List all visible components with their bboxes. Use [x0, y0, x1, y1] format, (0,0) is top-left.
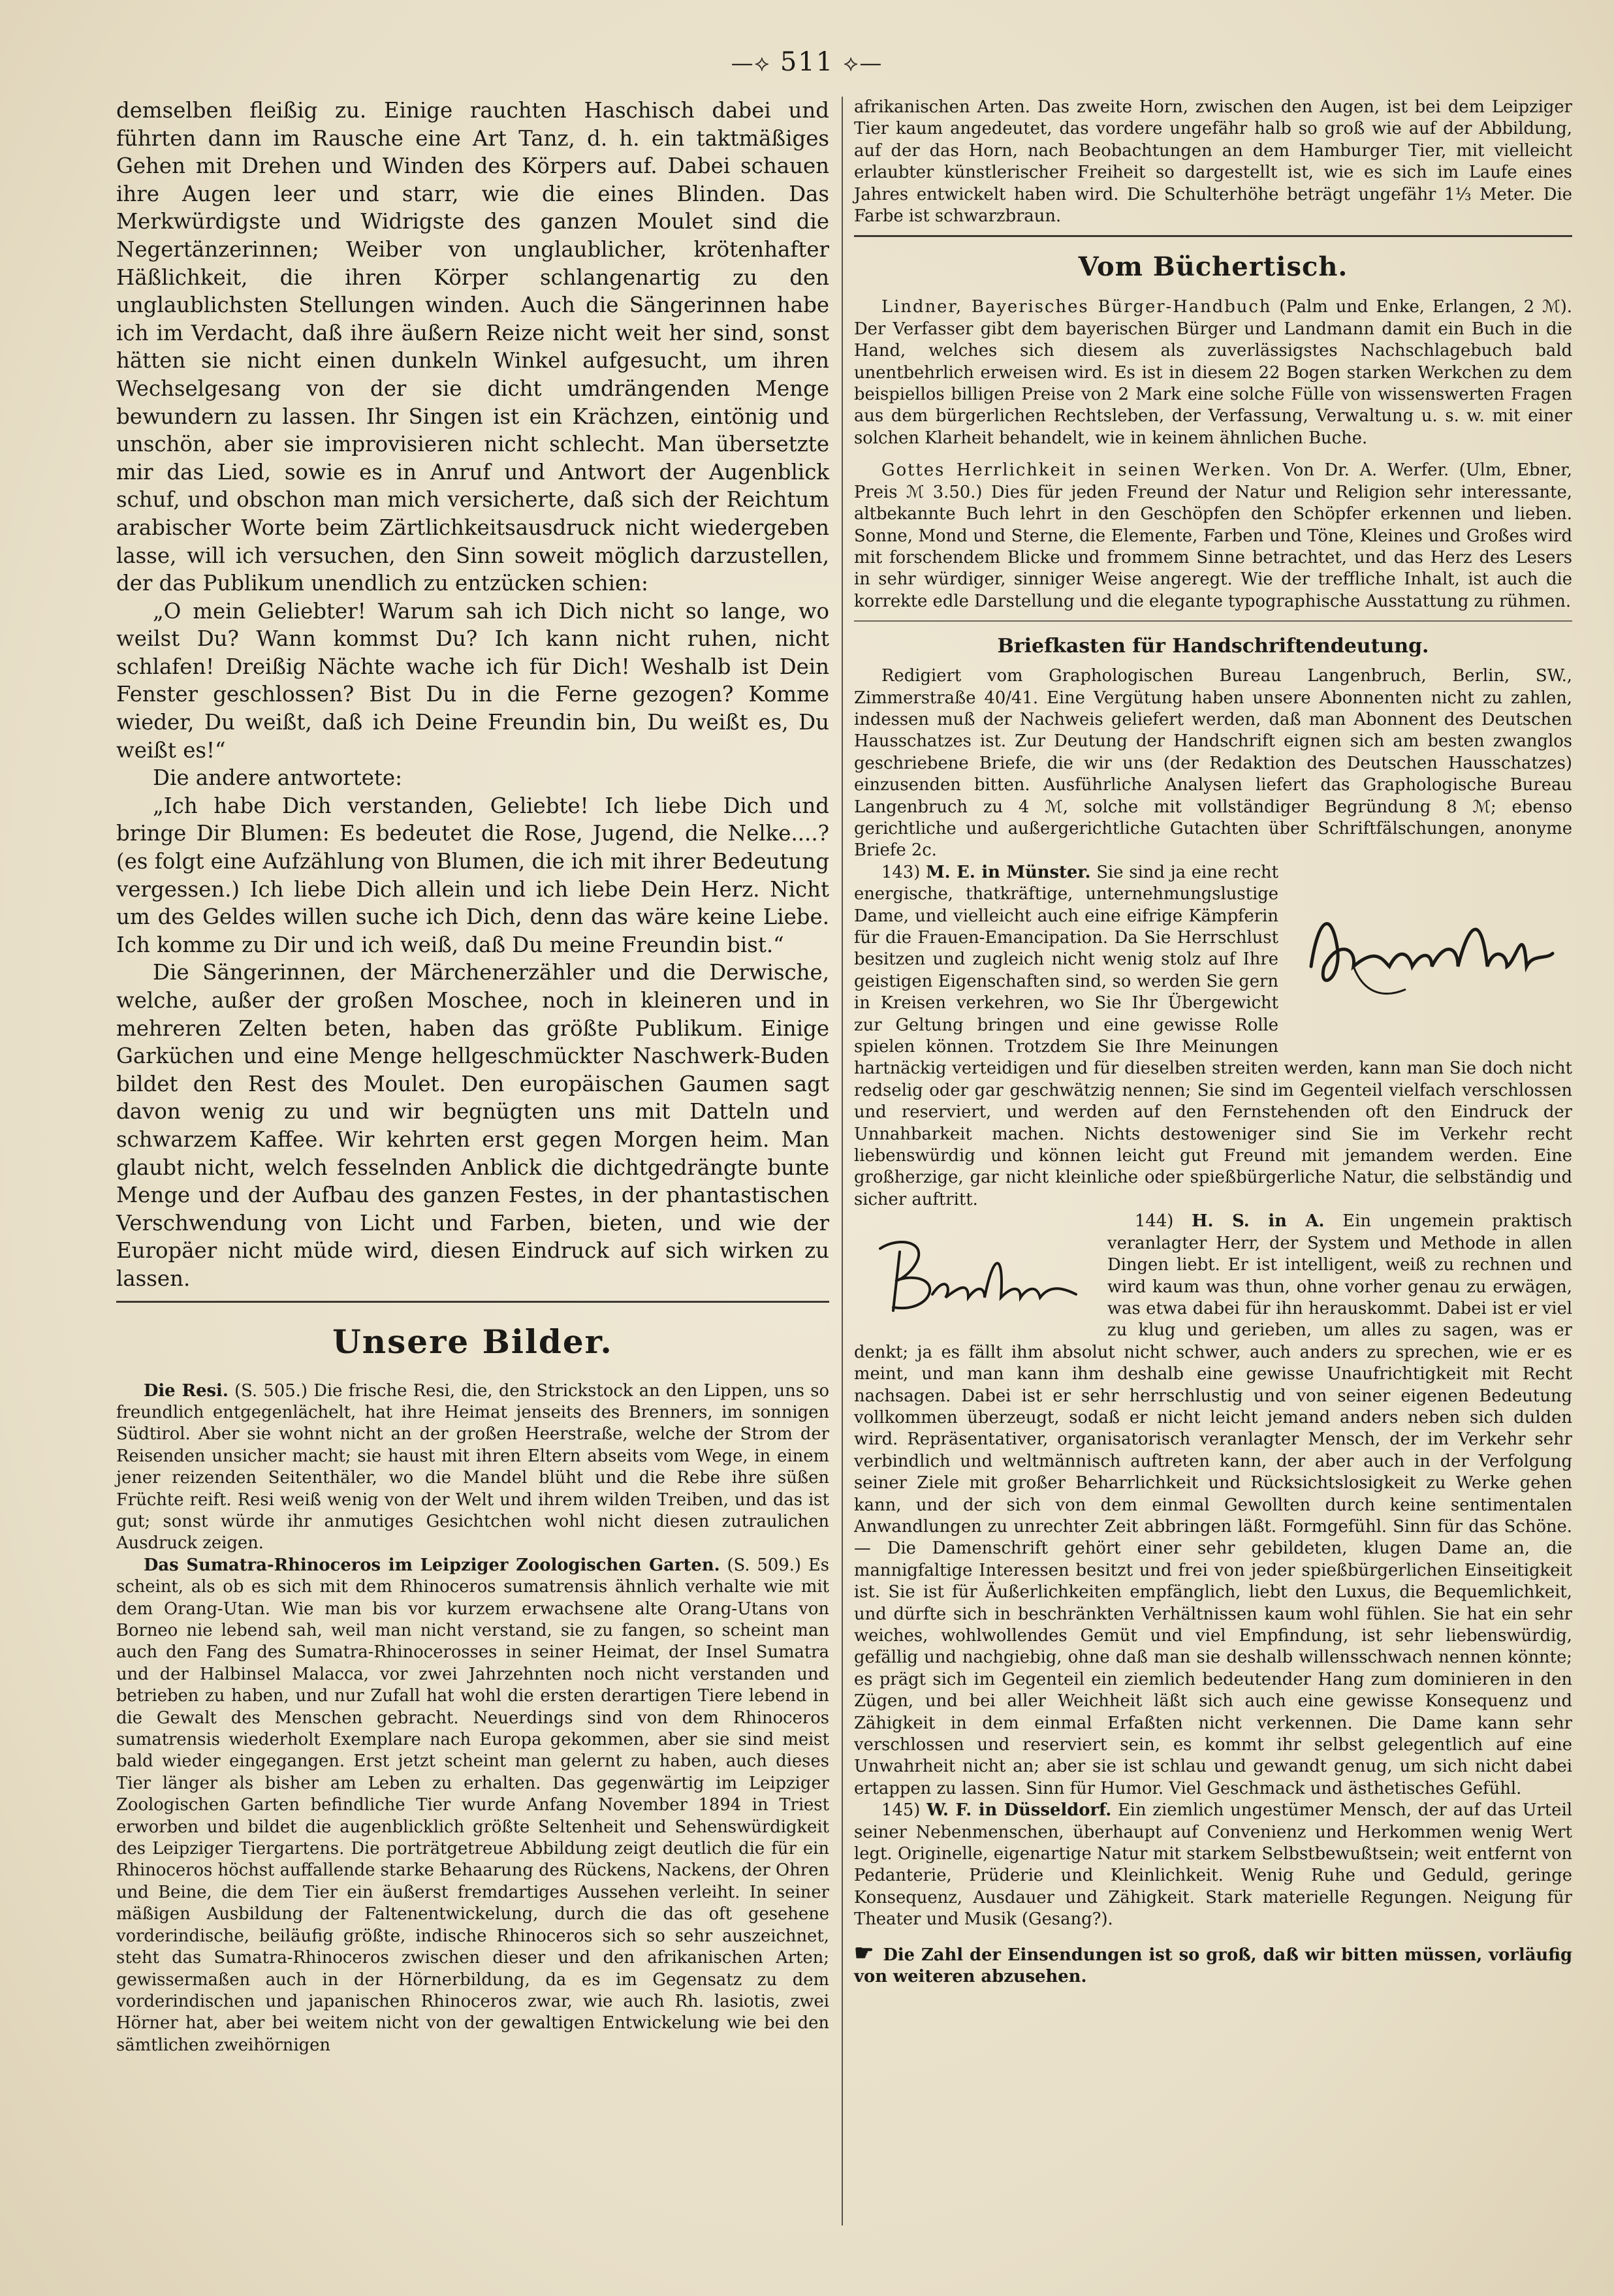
bilder-item-lead: Das Sumatra-Rhinoceros im Leipziger Zoologischen Garten.: [144, 1555, 720, 1575]
entry-lead: M. E. in Münster.: [926, 862, 1091, 882]
rhino-continuation-text: afrikanischen Arten. Das zweite Horn, zwischen den Augen, ist bei dem Leipziger Tier kaum angedeutet, das vordere ungefähr halb so groß wie auf der Abbildung, auf der das Horn, nach Beobachtungen an dem Hamburger Tier, mit vielleicht erlaubter künstlerischer Freiheit so dargestellt ist, wie es sich im Laufe eines Jahres entwickelt haben wird. Die Schulterhöhe beträgt ungefähr 1⅓ Meter. Die Farbe ist schwarzbraun.: [854, 97, 1572, 227]
entry-number: 143): [881, 862, 921, 882]
entry-number: 145): [881, 1800, 921, 1821]
signature-image: [854, 1222, 1096, 1333]
unsere-bilder-heading: Unsere Bilder.: [332, 1322, 613, 1361]
entry-text: Sie sind ja eine recht energische, thatkräftige, unternehmungslustige Dame, und vielleicht auch eine eifrige Kämpferin für die Frauen-Emancipation. Da Sie Herrschlust besitzen und zugleich nicht wenig stolz auf Ihre geistigen Eigenschaften sind, so werden Sie gern in Kreisen verkehren, wo Sie Ihr Übergewicht zur Geltung bringen und eine gewisse Rolle spielen können. Trotzdem Sie Ihre Meinungen hartnäckig verteidigen und für dieselben streiten werden, kann man Sie doch nicht redselig oder gar geschwätzig nennen; Sie sind im Gegenteil vielfach verschlossen und reserviert, und werden auf den Fernstehenden oft den Eindruck der Unnahbarkeit machen. Nichts destoweniger sind Sie im Verkehr recht liebenswürdig und können leicht gut Freund mit jemandem werden. Eine großherzige, gar nicht kleinliche oder spießbürgerliche Natur, die selbständig und sicher auftritt.: [854, 862, 1572, 1209]
article-paragraph: demselben fleißig zu. Einige rauchten Haschisch dabei und führten dann im Rausche eine Art Tanz, d. h. ein taktmäßiges Gehen mit Drehen und Winden des Körpers auf. Dabei schauen ihre Augen leer und starr, wie die eines Blinden. Das Merkwürdigste und Widrigste des ganzen Moulet sind die Negertänzerinnen; Weiber von unglaublicher, krötenhafter Häßlichkeit, die ihren Körper schlangenartig zu den unglaublichsten Stellungen winden. Auch die Sängerinnen habe ich im Verdacht, daß ihre äußern Reize nicht weit her sind, sonst hätten sie nicht einen dunkeln Winkel aufgesucht, um ihren Wechselgesang von der sie dicht umdrängenden Menge bewundern zu lassen. Ihr Singen ist ein Krächzen, eintönig und unschön, aber sie improvisieren nicht schlecht. Man übersetzte mir das Lied, sowie es in Anruf und Antwort der Augenblick schuf, und obschon man mich versicherte, daß sich der Reichtum arabischer Worte beim Zärtlichkeitsausdruck nicht wiedergeben lasse, will ich versuchen, den Sinn soweit möglich darzustellen, der das Publikum unendlich zu entzücken schien:: [116, 98, 829, 596]
section-rule: [854, 620, 1572, 622]
article-paragraph: Die andere antwortete:: [153, 765, 402, 791]
bilder-item-text: (S. 505.) Die frische Resi, die, den Strickstock an den Lippen, uns so freundlich entgegenlächelt, hat ihre Heimat jenseits des Brenners, im sonnigen Südtirol. Aber sie wohnt nicht an der großen Heerstraße, welche der Strom der Reisenden unsicher macht; sie haust mit ihren Eltern abseits vom Wege, in einem jener reizenden Seitenthäler, wo die Mandel blüht und die Rebe ihre süßen Früchte reift. Resi weiß wenig von der Welt und ihrem wilden Treiben, und das ist gut; sonst würde ihr anmutiges Gesichtchen wohl nicht diesen zutraulichen Ausdruck zeigen.: [116, 1380, 829, 1554]
section-rule: [854, 235, 1572, 237]
left-column: [116, 97, 829, 2056]
book-title: Lindner, Bayerisches Bürger-Handbuch: [881, 297, 1272, 317]
bilder-item-lead: Die Resi.: [144, 1380, 229, 1401]
signature-image: [1291, 869, 1572, 1032]
book-review: [854, 460, 1572, 613]
book-title: Gottes Herrlichkeit in seinen Werken.: [881, 460, 1273, 481]
entry-text: Ein ziemlich ungestümer Mensch, der auf das Urteil seiner Nebenmenschen, überhaupt auf Convenienz und Herkommen wenig Wert legt. Originelle, eigenartige Natur mit starkem Selbstbewußtsein; weit entfernt von Pedanterie, Prüderie und Kleinlichkeit. Wenig Ruhe und Geduld, geringe Konsequenz, Ausdauer und Zähigkeit. Stark materielle Regungen. Neigung für Theater und Musik (Gesang?).: [854, 1800, 1573, 1930]
closing-notice: [854, 1939, 1572, 1988]
book-text: Von Dr. A. Werfer. (Ulm, Ebner, Preis ℳ 3.50.) Dies für jeden Freund der Natur und Religion sehr interessante, altbekannte Buch lehrt in den Geschöpfen den Schöpfer erkennen und lieben. Sonne, Mond und Sterne, die Elemente, Farben und Töne, Kleines und Großes wird mit forschendem Blicke und frommem Sinne betrachtet, und das Herz des Lesers in sehr würdiger, sinniger Weise angeregt. Wie der treffliche Inhalt, ist auch die korrekte edle Darstellung und die elegante typographische Ausstattung zu rühmen.: [854, 460, 1572, 611]
ornament-right-icon: ⟡—: [843, 50, 883, 76]
pointing-hand-icon: ☛: [854, 1939, 874, 1966]
entry-text: Ein ungemein praktisch veranlagter Herr, der System und Methode in allen Dingen liebt. Er ist intelligent, weiß zu rechnen und wird kaum was thun, ohne vorher genau zu erwägen, was etwa dabei für ihn herauskommt. Dabei ist er viel zu klug und gerieben, um alles zu sagen, was er denkt; ja es fällt ihm absolut nicht schwer, auch anders zu sprechen, wie er es meint, und man kann ihm deshalb eine gewisse Unaufrichtigkeit mit Recht nachsagen. Dabei ist er sehr herrschlustig und von seiner eigenen Bedeutung vollkommen überzeugt, sodaß er nicht leicht jemand anders neben sich dulden wird. Repräsentativer, organisatorisch veranlagter Mensch, der im Verkehr sehr verbindlich und weltmännisch auftreten kann, der aber auch in der Verfolgung seiner Ziele mit großer Beharrlichkeit und Rücksichtslosigkeit zu Werke gehen kann, und der sich von dem einmal Gewollten durch keine sentimentalen Anwandlungen zu unrechter Zeit abbringen läßt. Formgefühl. Sinn für das Schöne. — Die Damenschrift gehört einer sehr gebildeten, klugen Dame an, die mannigfaltige Interessen besitzt und frei von jeder spießbürgerlichen Einseitigkeit ist. Sie ist für Äußerlichkeiten empfänglich, liebt den Luxus, die Bequemlichkeit, und dürfte sich in beschränkten Verhältnissen kaum wohl fühlen. Sie hat ein sehr weiches, wohlwollendes Gemüt und viel Empfindung, ist sehr liebenswürdig, gefällig und nachgiebig, ohne daß man sie deshalb willensschwach nennen könnte; es prägt sich im Gegenteil ein ziemlich bedeutender Hang zum dominieren in den Zügen, und bei aller Weichheit läßt sich auch eine gewisse Konsequenz und Zähigkeit in dem einmal Erfaßten nicht verkennen. Die Dame kann sehr verschlossen und reserviert sein, es kommt ihr selbst gelegentlich auf eine Unwahrheit nicht an; aber sie ist schlau und gewandt genug, um sich nicht dabei ertappen zu lassen. Sinn für Humor. Viel Geschmack und ästhetisches Gefühl.: [854, 1211, 1572, 1798]
closing-notice-text: Die Zahl der Einsendungen ist so groß, daß wir bitten müssen, vorläufig von weiteren abzusehen.: [854, 1945, 1572, 1987]
article-paragraph: Die Sängerinnen, der Märchenerzähler und die Derwische, welche, außer der großen Moschee, noch in kleineren und in mehreren Zelten beten, haben das größte Publikum. Einige Garküchen und eine Menge hellgeschmückter Naschwerk-Buden bildet den Rest des Moulet. Den europäischen Gaumen sagt davon wenig zu und wir begnügten uns mit Datteln und schwarzem Kaffee. Wir kehrten erst gegen Morgen heim. Man glaubt nicht, welch fesselnden Anblick die dichtgedrängte bunte Menge und der Aufbau des ganzen Festes, in der phantastischen Verschwendung von Licht und Farben, bieten, und wie der Europäer nicht müde wird, diesen Eindruck auf sich wirken zu lassen.: [116, 960, 829, 1291]
section-rule: [116, 1301, 829, 1303]
entry-number: 144): [1135, 1211, 1174, 1232]
column-divider: [842, 97, 843, 2225]
briefkasten-intro: Redigiert vom Graphologischen Bureau Langenbruch, Berlin, SW., Zimmerstraße 40/41. Eine Vergütung haben unsere Abonnenten nicht zu zahlen, indessen muß der Nachweis geliefert werden, daß man Abonnent des Deutschen Hausschatzes ist. Zur Deutung der Handschrift eignen sich am besten zwanglos geschriebene Briefe, die wir uns (der Redaktion des Deutschen Hausschatzes) einzusenden bitten. Ausführliche Analysen liefert das Graphologische Bureau Langenbruch zu 4 ℳ, solche mit vollständiger Begründung 8 ℳ; ebenso gerichtliche und außergerichtliche Gutachten über Schriftfälschungen, anonyme Briefe 2c.: [854, 666, 1572, 861]
briefkasten-heading: Briefkasten für Handschriftendeutung.: [997, 635, 1429, 658]
book-text: (Palm und Enke, Erlangen, 2 ℳ). Der Verfasser gibt dem bayerischen Bürger und Landmann damit ein Buch in die Hand, welches sich diesem als zuverlässigstes Nachschlagebuch bald unentbehrlich erweisen wird. Es ist in diesem 22 Bogen starken Werkchen zu dem beispiellos billigen Preise von 2 Mark eine solche Fülle von wissenswerten Fragen aus dem bürgerlichen Rechtsleben, der Verfassung, Verwaltung u. s. w. mit einer solchen Klarheit behandelt, wie in keinem ähnlichen Buche.: [854, 297, 1573, 448]
handwriting-sample-berlin: [854, 1222, 1096, 1333]
buechertisch-heading: Vom Büchertisch.: [1078, 251, 1348, 283]
entry-lead: W. F. in Düsseldorf.: [926, 1800, 1112, 1821]
rhino-continuation: [854, 97, 1572, 227]
buechertisch-section: [854, 296, 1572, 613]
article-continuation: [116, 97, 829, 1293]
entry-lead: H. S. in A.: [1192, 1211, 1325, 1232]
briefkasten-section: [854, 665, 1572, 1988]
article-paragraph: „O mein Geliebter! Warum sah ich Dich nicht so lange, wo weilst Du? Wann kommst Du? Ich kann nicht ruhen, nicht schlafen! Dreißig Nächte wache ich für Dich! Weshalb ist Dein Fenster geschlossen? Bist Du in die Ferne gezogen? Komme wieder, Du weißt, daß ich Deine Freundin bin, Du weißt es, Du weißt es!“: [116, 598, 829, 763]
ornament-left-icon: —⟡: [731, 50, 771, 76]
briefkasten-entry: [854, 1800, 1572, 1930]
bilder-item: [116, 1555, 829, 2056]
article-paragraph: „Ich habe Dich verstanden, Geliebte! Ich liebe Dich und bringe Dir Blumen: Es bedeutet die Rose, Jugend, die Nelke....? (es folgt eine Aufzählung von Blumen, die ich mit ihrer Bedeutung vergessen.) Ich liebe Dich allein und ich liebe Dein Herz. Nicht um des Geldes willen suche ich Dich, denn das wäre keine Liebe. Ich komme zu Dir und ich weiß, daß Du meine Freundin bist.“: [116, 793, 829, 957]
page-number-text: 511: [780, 47, 834, 77]
book-review: [854, 296, 1572, 449]
bilder-item: [116, 1380, 829, 1555]
bilder-item-text: (S. 509.) Es scheint, als ob es sich mit dem Rhinoceros sumatrensis ähnlich verhalte wie mit dem Orang-Utan. Wie man bis vor kurzem erwachsene alte Orang-Utans von Borneo nie lebend sah, weil man nicht verstand, sie zu fangen, so scheint man auch den Fang des Sumatra-Rhinocerosses in seiner Heimat, der Insel Sumatra und der Halbinsel Malacca, vor zwei Jahrzehnten noch nicht verstanden und betrieben zu haben, und nur Zufall hat wohl die ersten derartigen Tiere lebend in die Gewalt des Menschen gebracht. Neuerdings sind von dem Rhinoceros sumatrensis wiederholt Exemplare nach Europa gekommen, aber sie sind meist bald wieder eingegangen. Erst jetzt scheint man gelernt zu haben, auch dieses Tier länger als bisher am Leben zu erhalten. Das gegenwärtig im Leipziger Zoologischen Garten befindliche Tier wurde Anfang November 1894 in Triest erworben und bildet die augenblicklich größte Seltenheit und Sehenswürdigkeit des Leipziger Tiergartens. Die porträtgetreue Abbildung zeigt deutlich die für ein Rhinoceros höchst auffallende starke Behaarung des Rückens, Nackens, der Ohren und Beine, die dem Tier ein äußerst fremdartiges Aussehen verleiht. In seiner mäßigen Ausbildung der Faltenentwickelung, durch die das oft gesehene vorderindische, beiläufig größte, indische Rhinoceros sich so sehr auszeichnet, steht das Sumatra-Rhinoceros zwischen dieser und den afrikanischen Arten; gewissermaßen auch in der Hörnerbildung, da es im Gegensatz zu dem vorderindischen und japanischen Rhinoceros zwar, wie auch Rh. lasiotis, zwei Hörner hat, aber bei weitem nicht von der gewaltigen Entwickelung wie bei den sämtlichen zweihörnigen: [116, 1555, 829, 2055]
page-number: [0, 47, 1614, 77]
unsere-bilder-section: [116, 1380, 829, 2057]
briefkasten-entry: [854, 1211, 1572, 1800]
handwriting-sample-hausschatz: [1291, 869, 1572, 1032]
right-column: [854, 97, 1572, 1988]
briefkasten-entry: [854, 862, 1572, 1211]
